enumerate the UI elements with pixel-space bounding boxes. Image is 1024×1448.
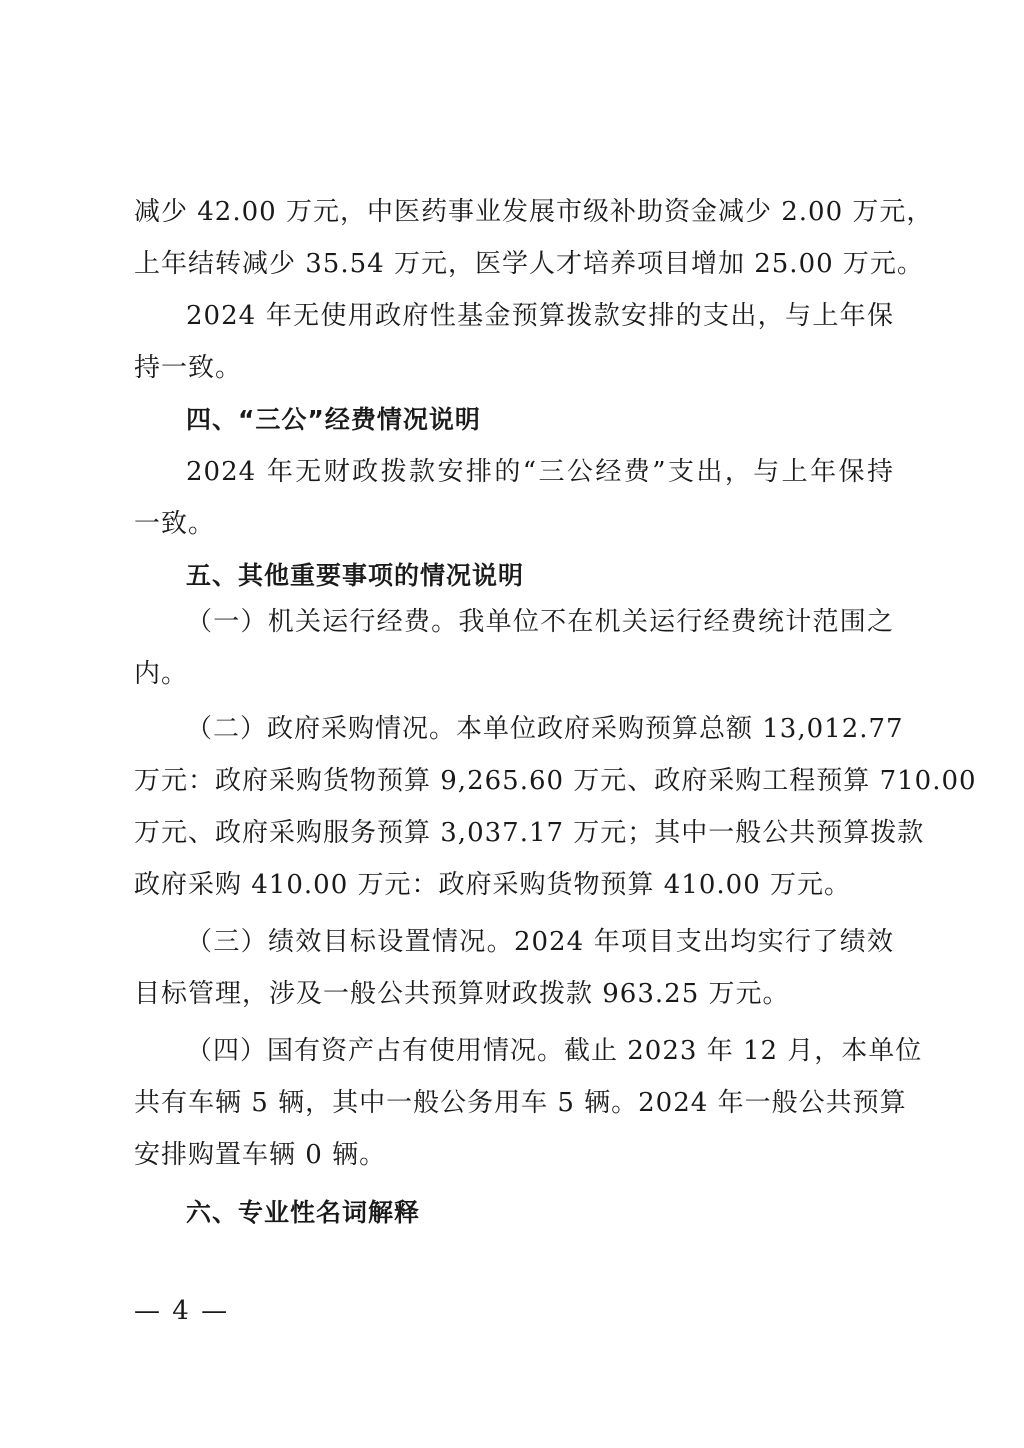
- section-heading-5: 五、其他重要事项的情况说明: [186, 561, 525, 590]
- section-heading-6: 六、专业性名词解释: [186, 1198, 421, 1227]
- text-line-7: 一致。: [134, 509, 216, 539]
- text-line-6: 2024 年无财政拨款安排的“三公经费”支出，与上年保持: [186, 457, 894, 487]
- text-line-14: 政府采购 410.00 万元：政府采购货物预算 410.00 万元。: [134, 870, 852, 900]
- text-line-3: 2024 年无使用政府性基金预算拨款安排的支出，与上年保: [186, 301, 894, 331]
- text-line-10: 内。: [134, 659, 189, 689]
- page-number: — 4 —: [134, 1296, 230, 1326]
- text-line-18: 共有车辆 5 辆，其中一般公务用车 5 辆。2024 年一般公共预算: [134, 1088, 907, 1118]
- text-line-17: （四）国有资产占有使用情况。截止 2023 年 12 月，本单位: [186, 1036, 923, 1066]
- text-line-11: （二）政府采购情况。本单位政府采购预算总额 13,012.77: [186, 714, 904, 744]
- text-line-19: 安排购置车辆 0 辆。: [134, 1140, 387, 1170]
- text-line-13: 万元、政府采购服务预算 3,037.17 万元；其中一般公共预算拨款: [134, 818, 925, 848]
- text-line-2: 上年结转减少 35.54 万元，医学人才培养项目增加 25.00 万元。: [134, 249, 924, 279]
- text-line-15: （三）绩效目标设置情况。2024 年项目支出均实行了绩效: [186, 927, 894, 957]
- text-line-12: 万元：政府采购货物预算 9,265.60 万元、政府采购工程预算 710.00: [134, 766, 977, 796]
- text-line-9: （一）机关运行经费。我单位不在机关运行经费统计范围之: [186, 607, 894, 637]
- section-heading-4: 四、“三公”经费情况说明: [186, 405, 481, 434]
- text-line-1: 减少 42.00 万元，中医药事业发展市级补助资金减少 2.00 万元，: [134, 197, 934, 227]
- text-line-16: 目标管理，涉及一般公共预算财政拨款 963.25 万元。: [134, 979, 790, 1009]
- text-line-4: 持一致。: [134, 353, 243, 383]
